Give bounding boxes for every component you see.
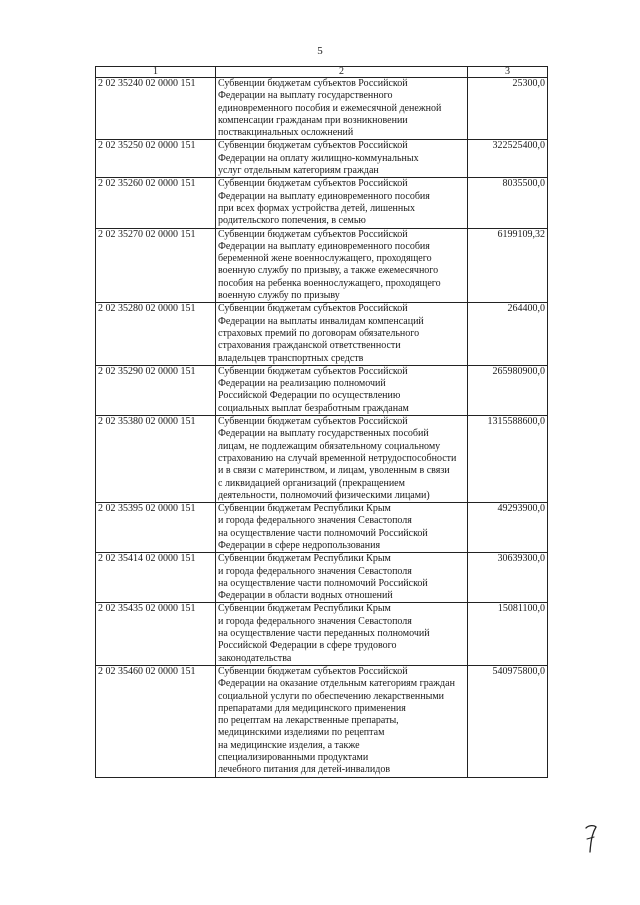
budget-code: 2 02 35395 02 0000 151 [96, 503, 216, 553]
column-header-amount: 3 [468, 67, 548, 78]
subvention-description: Субвенции бюджетам Республики Крым и города федерального значения Севастополя на осуществление части полномочий Российской Федерации в области водных отношений [216, 553, 468, 603]
subvention-description: Субвенции бюджетам Республики Крым и города федерального значения Севастополя на осуществление части полномочий Российской Федерации в сфере недропользования [216, 503, 468, 553]
table-row [96, 228, 548, 303]
column-header-description: 2 [216, 67, 468, 78]
budget-code: 2 02 35260 02 0000 151 [96, 178, 216, 228]
handwritten-initial-mark [584, 822, 598, 856]
amount-value: 265980900,0 [468, 365, 548, 415]
header-row [96, 67, 548, 78]
amount-value: 1315588600,0 [468, 416, 548, 503]
subvention-description: Субвенции бюджетам субъектов Российской Федерации на реализацию полномочий Российской Федерации по осуществлению социальных выплат безработным гражданам [216, 365, 468, 415]
table-row [96, 78, 548, 140]
amount-value: 49293900,0 [468, 503, 548, 553]
column-header-code: 1 [96, 67, 216, 78]
table-row [96, 553, 548, 603]
budget-code: 2 02 35250 02 0000 151 [96, 140, 216, 178]
subvention-description: Субвенции бюджетам субъектов Российской Федерации на выплату единовременного пособия беременной жене военнослужащего, проходящего военную службу по призыву, а также ежемесячного пособия на ребенка военнослужащего, проходящего военную службу по призыву [216, 228, 468, 303]
budget-code: 2 02 35270 02 0000 151 [96, 228, 216, 303]
budget-code: 2 02 35240 02 0000 151 [96, 78, 216, 140]
budget-code: 2 02 35380 02 0000 151 [96, 416, 216, 503]
table-row [96, 665, 548, 777]
amount-value: 8035500,0 [468, 178, 548, 228]
amount-value: 30639300,0 [468, 553, 548, 603]
table-row [96, 503, 548, 553]
subvention-description: Субвенции бюджетам субъектов Российской Федерации на выплату государственного единовременного пособия и ежемесячной денежной компенсации гражданам при возникновении поствакцинальных осложнений [216, 78, 468, 140]
subvention-description: Субвенции бюджетам Республики Крым и города федерального значения Севастополя на осуществление части переданных полномочий Российской Федерации в сфере трудового законодательства [216, 603, 468, 665]
table-row [96, 365, 548, 415]
table-row [96, 140, 548, 178]
amount-value: 15081100,0 [468, 603, 548, 665]
subvention-description: Субвенции бюджетам субъектов Российской Федерации на выплату единовременного пособия при всех формах устройства детей, лишенных родительского попечения, в семью [216, 178, 468, 228]
budget-code: 2 02 35414 02 0000 151 [96, 553, 216, 603]
amount-value: 540975800,0 [468, 665, 548, 777]
table-row [96, 178, 548, 228]
page-number: 5 [317, 45, 323, 57]
amount-value: 25300,0 [468, 78, 548, 140]
amount-value: 322525400,0 [468, 140, 548, 178]
amount-value: 6199109,32 [468, 228, 548, 303]
budget-code: 2 02 35280 02 0000 151 [96, 303, 216, 365]
budget-code: 2 02 35290 02 0000 151 [96, 365, 216, 415]
amount-value: 264400,0 [468, 303, 548, 365]
subvention-description: Субвенции бюджетам субъектов Российской Федерации на выплаты инвалидам компенсаций страховых премий по договорам обязательного страхования гражданской ответственности владельцев транспортных средств [216, 303, 468, 365]
subvention-description: Субвенции бюджетам субъектов Российской Федерации на оплату жилищно-коммунальных услуг отдельным категориям граждан [216, 140, 468, 178]
table-row [96, 416, 548, 503]
subvention-description: Субвенции бюджетам субъектов Российской Федерации на оказание отдельным категориям граждан социальной услуги по обеспечению лекарственными препаратами для медицинского применения по рецептам на лекарственные препараты, медицинскими изделиями по рецептам на медицинские изделия, а также специализированными продуктами лечебного питания для детей-инвалидов [216, 665, 468, 777]
table-row [96, 303, 548, 365]
budget-table [95, 66, 548, 778]
budget-code: 2 02 35460 02 0000 151 [96, 665, 216, 777]
subvention-description: Субвенции бюджетам субъектов Российской Федерации на выплату государственных пособий лицам, не подлежащим обязательному социальному страхованию на случай временной нетрудоспособности и в связи с материнством, и лицам, уволенным в связи с ликвидацией организаций (прекращением деятельности, полномочий физическими лицами) [216, 416, 468, 503]
budget-code: 2 02 35435 02 0000 151 [96, 603, 216, 665]
table-row [96, 603, 548, 665]
